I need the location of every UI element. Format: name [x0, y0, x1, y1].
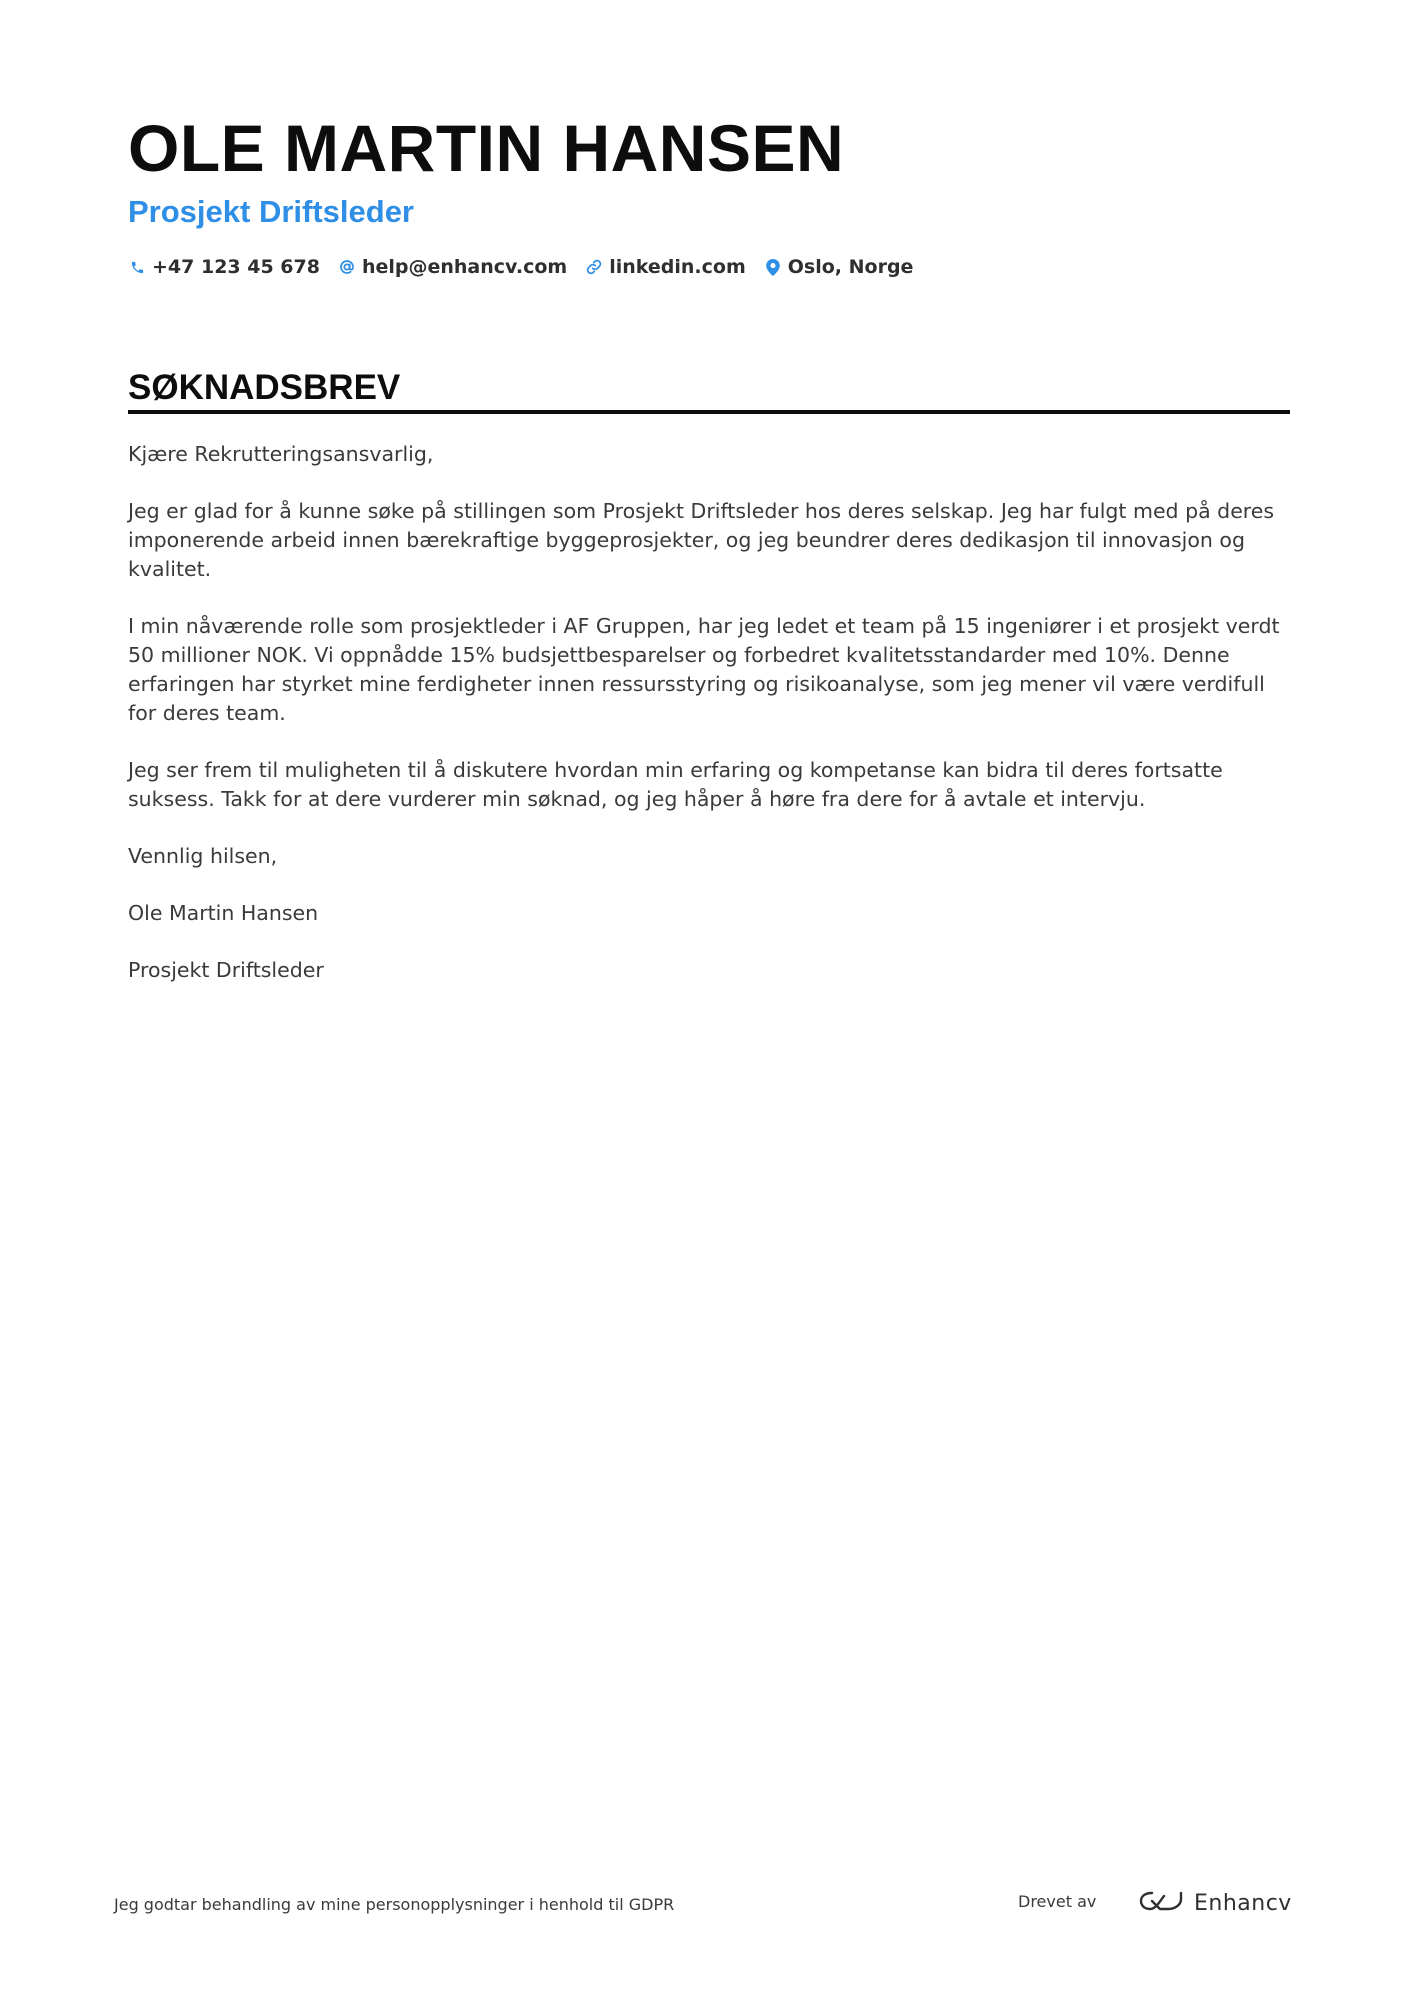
contact-location-text: Oslo, Norge: [787, 256, 914, 278]
contact-email-text: help@enhancv.com: [361, 256, 568, 278]
enhancv-logo-icon: [1138, 1889, 1184, 1917]
gdpr-consent: Jeg godtar behandling av mine personopplysninger i henhold til GDPR: [114, 1895, 675, 1914]
letter-closing: Vennlig hilsen,: [128, 844, 278, 868]
letter-greeting: Kjære Rekrutteringsansvarlig,: [128, 442, 434, 466]
letter-signature-name: Ole Martin Hansen: [128, 901, 319, 925]
contact-linkedin-text: linkedin.com: [609, 256, 746, 278]
phone-icon: [128, 258, 146, 276]
section-divider: [128, 410, 1290, 414]
letter-paragraph-3: Jeg ser frem til muligheten til å diskutere hvordan min erfaring og kompetanse kan bidra til deres fortsatte suksess. Takk for at dere vurderer min søknad, og jeg håper å høre fra dere for å avtale et intervju.: [128, 758, 1223, 811]
contact-linkedin[interactable]: [585, 256, 746, 278]
contact-phone[interactable]: [128, 256, 320, 278]
powered-by-label: Drevet av: [1018, 1892, 1097, 1911]
letter-signature-title: Prosjekt Driftsleder: [128, 958, 324, 982]
map-pin-icon: [764, 258, 782, 276]
brand-name: Enhancv: [1194, 1890, 1292, 1916]
link-icon: [585, 258, 603, 276]
contact-email[interactable]: [338, 256, 567, 278]
letter-paragraph-2: I min nåværende rolle som prosjektleder i AF Gruppen, har jeg ledet et team på 15 ingeniører i et prosjekt verdt 50 millioner NOK. Vi oppnådde 15% budsjettbesparelser og forbedret kvalitetsstandarder med 10%. Denne erfaringen har styrket mine ferdigheter innen ressursstyring og risikoanalyse, som jeg mener vil være verdifull for deres team.: [128, 614, 1280, 725]
at-icon: [338, 258, 356, 276]
letter-paragraph-1: Jeg er glad for å kunne søke på stillingen som Prosjekt Driftsleder hos deres selskap. Jeg har fulgt med på deres imponerende arbeid innen bærekraftige byggeprosjekter, og jeg beundrer deres dedikasjon til innovasjon og kvalitet.: [128, 499, 1275, 581]
enhancv-brand[interactable]: [1138, 1886, 1292, 1920]
letter-body: [128, 440, 1290, 1013]
applicant-name: OLE MARTIN HANSEN: [128, 111, 845, 185]
section-title: SØKNADSBREV: [128, 368, 401, 407]
applicant-title: Prosjekt Driftsleder: [128, 194, 414, 229]
contact-bar: [128, 252, 931, 282]
contact-phone-text: +47 123 45 678: [152, 256, 320, 278]
contact-location: [764, 256, 914, 278]
